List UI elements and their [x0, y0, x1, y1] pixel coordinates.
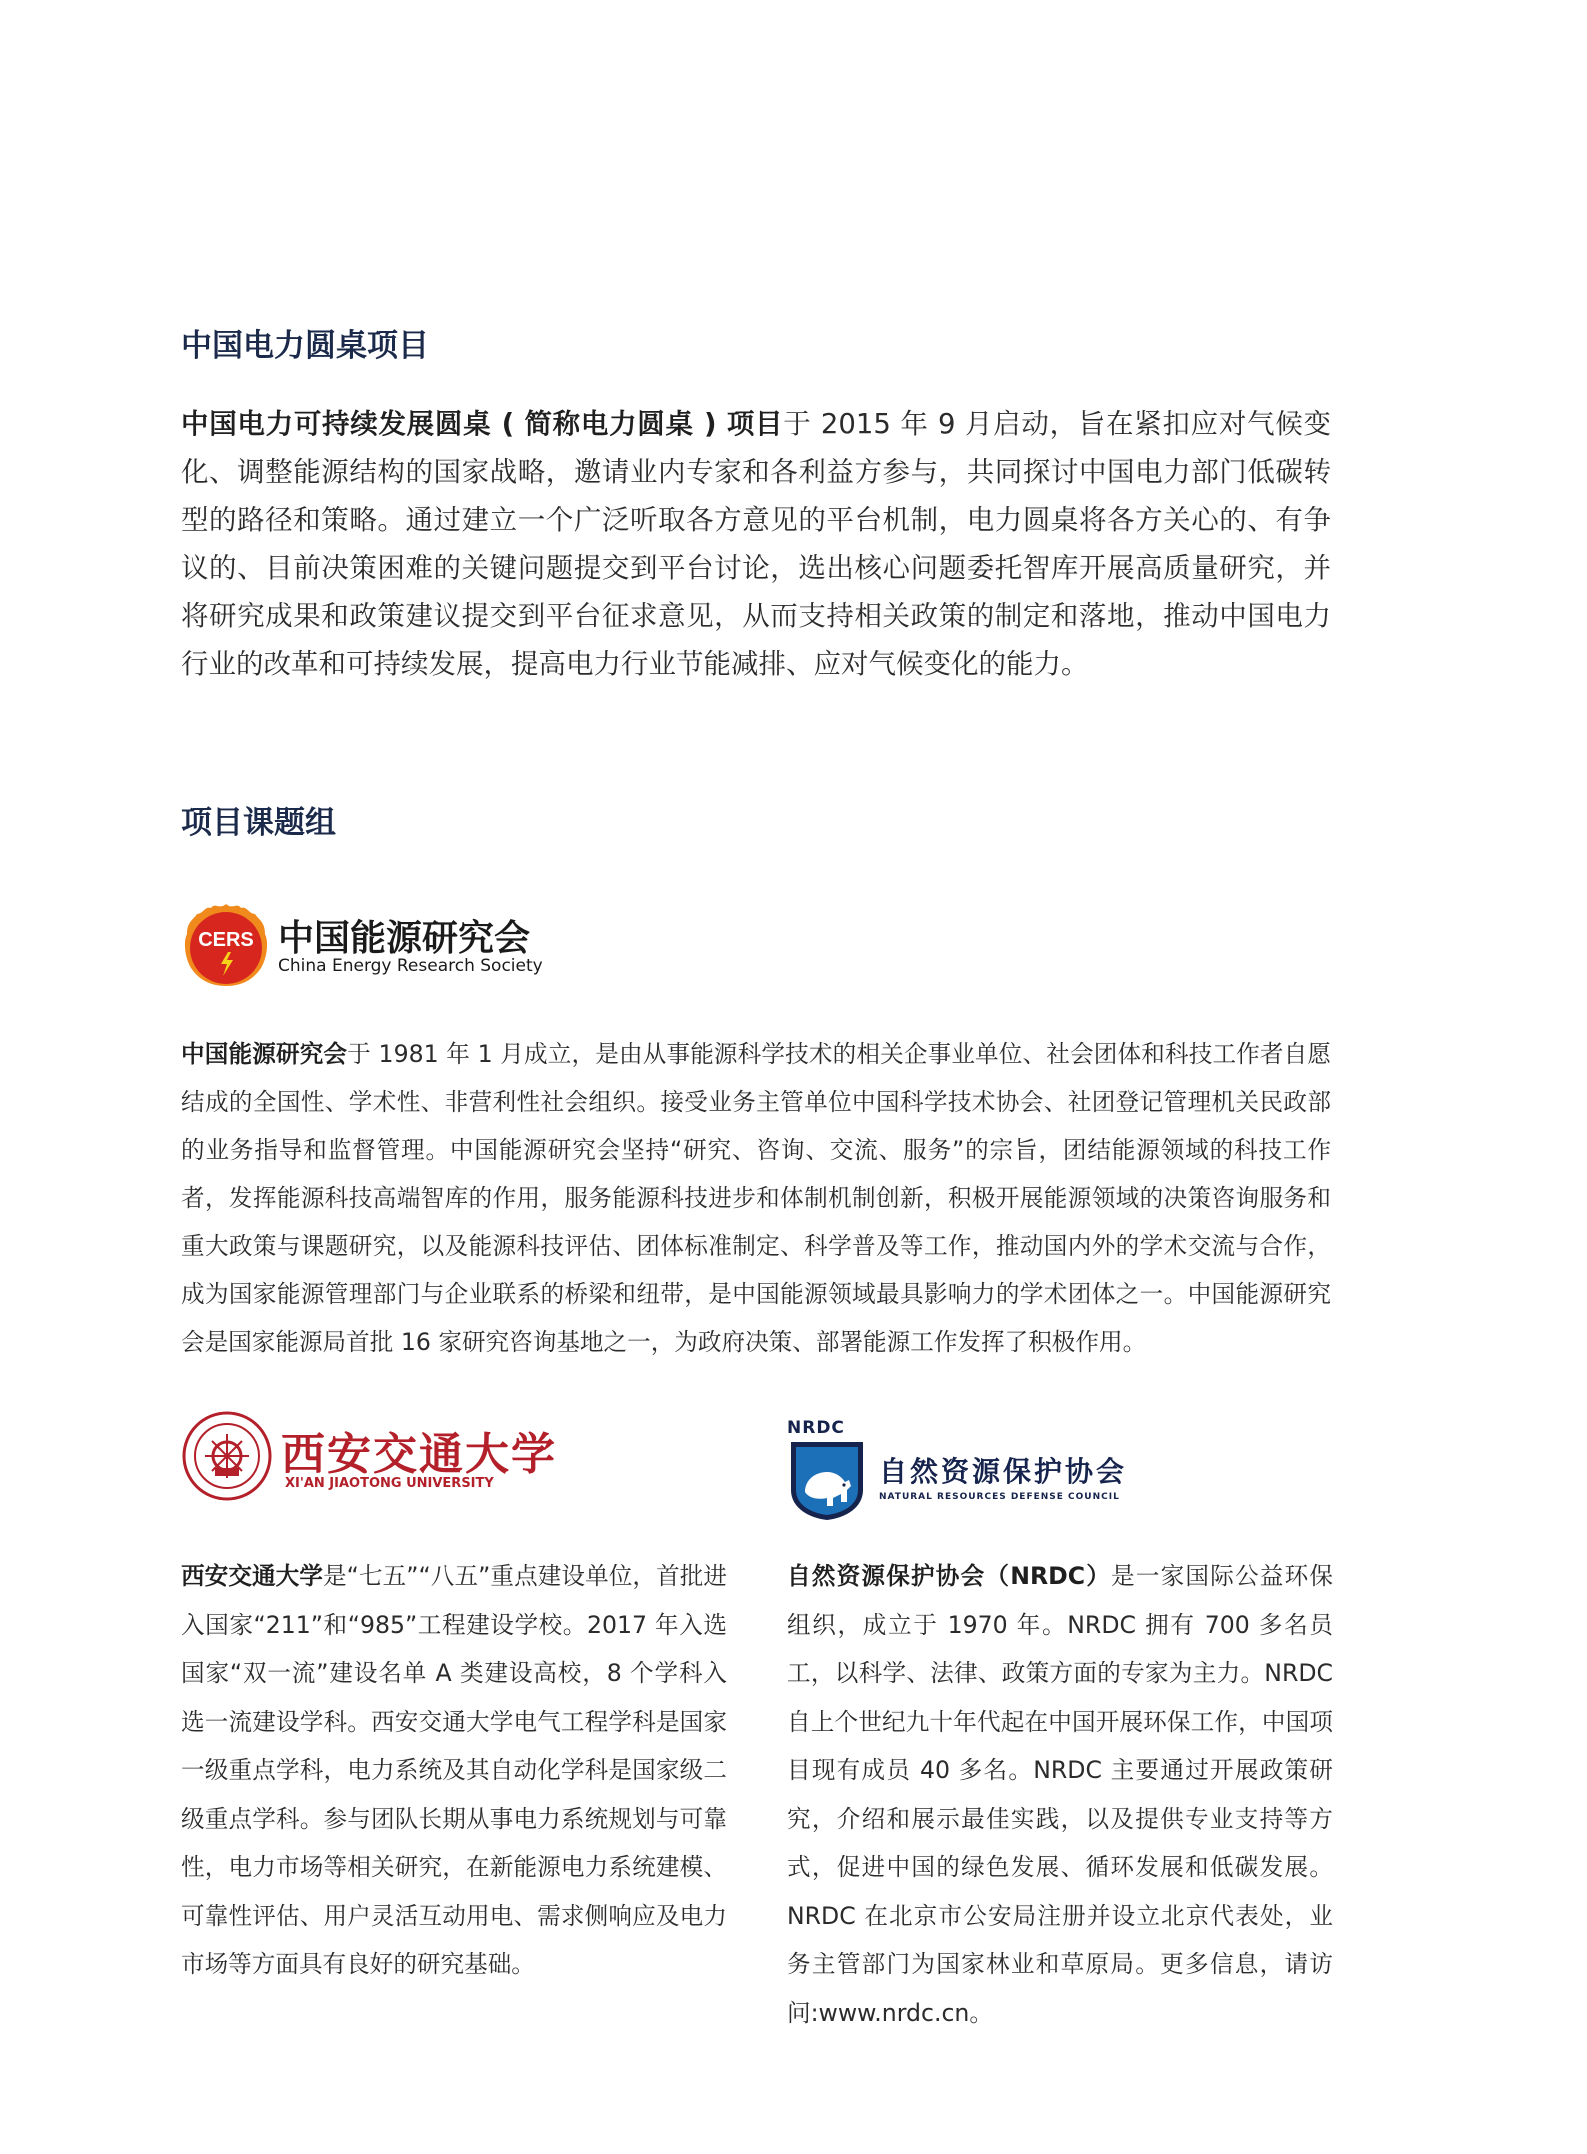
paragraph-lead: 自然资源保护协会（NRDC）	[787, 1562, 1112, 1590]
xjtu-logo	[181, 1410, 557, 1505]
paragraph-body: 是一家国际公益环保组织，成立于 1970 年。NRDC 拥有 700 多名员工，以科学、法律、政策方面的专家为主力。NRDC 自上个世纪九十年代起在中国开展环保工作，中国项目现有成员 40 多名。NRDC 主要通过开展政策研究，介绍和展示最佳实践，以及提供专业支持等方式，促进中国的绿色发展、循环发展和低碳发展。NRDC 在北京市公安局注册并设立北京代表处，业务主管部门为国家林业和草原局。更多信息，请访问:www.nrdc.cn。	[787, 1562, 1334, 2027]
power-roundtable-paragraph	[181, 400, 1331, 688]
cers-badge-text: CERS	[198, 929, 254, 951]
nrdc-logo	[787, 1418, 1127, 1523]
cers-logo	[181, 898, 561, 988]
section-heading-project-team: 项目课题组	[181, 805, 336, 841]
xjtu-paragraph	[181, 1552, 727, 1989]
nrdc-paragraph	[787, 1552, 1333, 2037]
cers-emblem-icon	[181, 898, 271, 988]
nrdc-logo-cn: 自然资源保护协会	[879, 1455, 1128, 1488]
section-heading-power-roundtable: 中国电力圆桌项目	[181, 328, 429, 364]
nrdc-badge-text: NRDC	[787, 1418, 845, 1438]
cers-paragraph	[181, 1030, 1331, 1366]
paragraph-body: 于 2015 年 9 月启动，旨在紧扣应对气候变化、调整能源结构的国家战略，邀请业内专家和各利益方参与，共同探讨中国电力部门低碳转型的路径和策略。通过建立一个广泛听取各方意见的平台机制，电力圆桌将各方关心的、有争议的、目前决策困难的关键问题提交到平台讨论，选出核心问题委托智库开展高质量研究，并将研究成果和政策建议提交到平台征求意见，从而支持相关政策的制定和落地，推动中国电力行业的改革和可持续发展，提高电力行业节能减排、应对气候变化的能力。	[181, 408, 1331, 680]
paragraph-lead: 西安交通大学	[181, 1562, 323, 1590]
xjtu-logo-cn: 西安交通大学	[281, 1429, 557, 1480]
paragraph-body: 于 1981 年 1 月成立，是由从事能源科学技术的相关企事业单位、社会团体和科技工作者自愿结成的全国性、学术性、非营利性社会组织。接受业务主管单位中国科学技术协会、社团登记管理机关民政部的业务指导和监督管理。中国能源研究会坚持“研究、咨询、交流、服务”的宗旨，团结能源领域的科技工作者，发挥能源科技高端智库的作用，服务能源科技进步和体制机制创新，积极开展能源领域的决策咨询服务和重大政策与课题研究，以及能源科技评估、团体标准制定、科学普及等工作，推动国内外的学术交流与合作，成为国家能源管理部门与企业联系的桥梁和纽带，是中国能源领域最具影响力的学术团体之一。中国能源研究会是国家能源局首批 16 家研究咨询基地之一，为政府决策、部署能源工作发挥了积极作用。	[181, 1040, 1331, 1356]
paragraph-lead: 中国电力可持续发展圆桌 ( 简称电力圆桌 ) 项目	[181, 408, 784, 440]
paragraph-body: 是“七五”“八五”重点建设单位，首批进入国家“211”和“985”工程建设学校。2017 年入选国家“双一流”建设名单 A 类建设高校，8 个学科入选一流建设学科。西安交通大学电气工程学科是国家一级重点学科，电力系统及其自动化学科是国家级二级重点学科。参与团队长期从事电力系统规划与可靠性，电力市场等相关研究，在新能源电力系统建模、可靠性评估、用户灵活互动用电、需求侧响应及电力市场等方面具有良好的研究基础。	[181, 1562, 727, 1978]
cers-logo-en: China Energy Research Society	[278, 956, 543, 976]
xjtu-logo-en: XI'AN JIAOTONG UNIVERSITY	[285, 1476, 494, 1491]
paragraph-lead: 中国能源研究会	[181, 1040, 348, 1068]
nrdc-bear-shield-icon	[787, 1440, 867, 1522]
xjtu-seal-icon	[181, 1410, 273, 1502]
cers-logo-cn: 中国能源研究会	[278, 918, 531, 959]
nrdc-logo-en: NATURAL RESOURCES DEFENSE COUNCIL	[879, 1492, 1120, 1502]
